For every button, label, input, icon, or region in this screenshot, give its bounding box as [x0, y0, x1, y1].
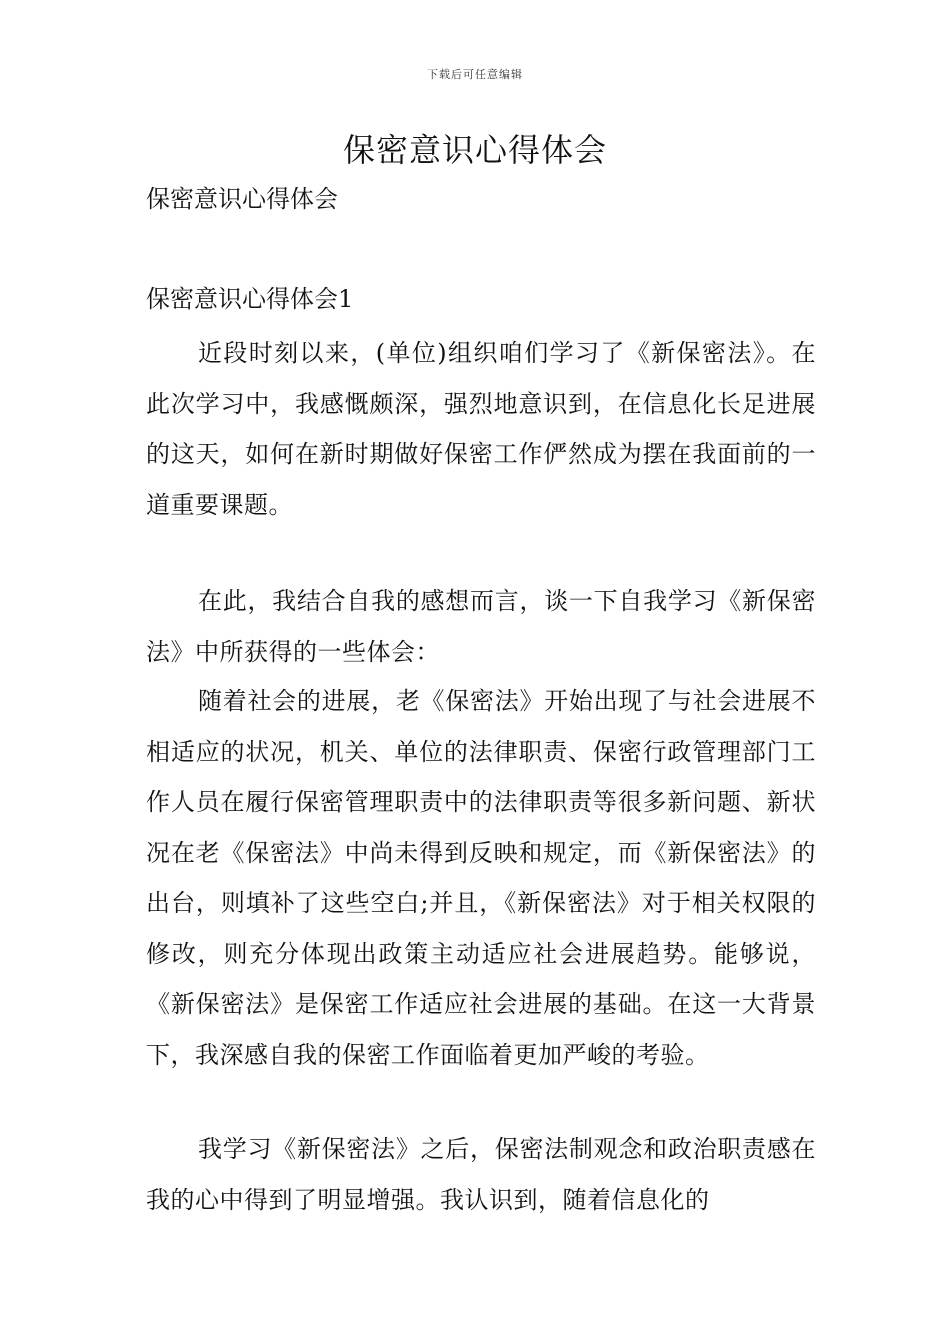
section-heading: 保密意识心得体会1	[146, 285, 354, 313]
header-note: 下载后可任意编辑	[427, 68, 523, 81]
paragraph-2: 在此，我结合自我的感想而言，谈一下自我学习《新保密法》中所获得的一些体会：	[146, 587, 816, 666]
paragraph-3: 随着社会的进展，老《保密法》开始出现了与社会进展不相适应的状况，机关、单位的法律职责、保密行政管理部门工作人员在履行保密管理职责中的法律职责等很多新问题、新状况在老《保密法》中尚未得到反映和规定，而《新保密法》的出台，则填补了这些空白;并且，《新保密法》对于相关权限的修改，则充分体现出政策主动适应社会进展趋势。能够说，《新保密法》是保密工作适应社会进展的基础。在这一大背景下，我深感自我的保密工作面临着更加严峻的考验。	[146, 687, 816, 1069]
paragraph-4: 我学习《新保密法》之后，保密法制观念和政治职责感在我的心中得到了明显增强。我认识到，随着信息化的	[146, 1135, 816, 1214]
document-subtitle: 保密意识心得体会	[146, 185, 338, 213]
document-title: 保密意识心得体会	[342, 131, 607, 169]
paragraph-1: 近段时刻以来，(单位)组织咱们学习了《新保密法》。在此次学习中，我感慨颇深，强烈地意识到，在信息化长足进展的这天，如何在新时期做好保密工作俨然成为摆在我面前的一道重要课题。	[146, 339, 816, 519]
